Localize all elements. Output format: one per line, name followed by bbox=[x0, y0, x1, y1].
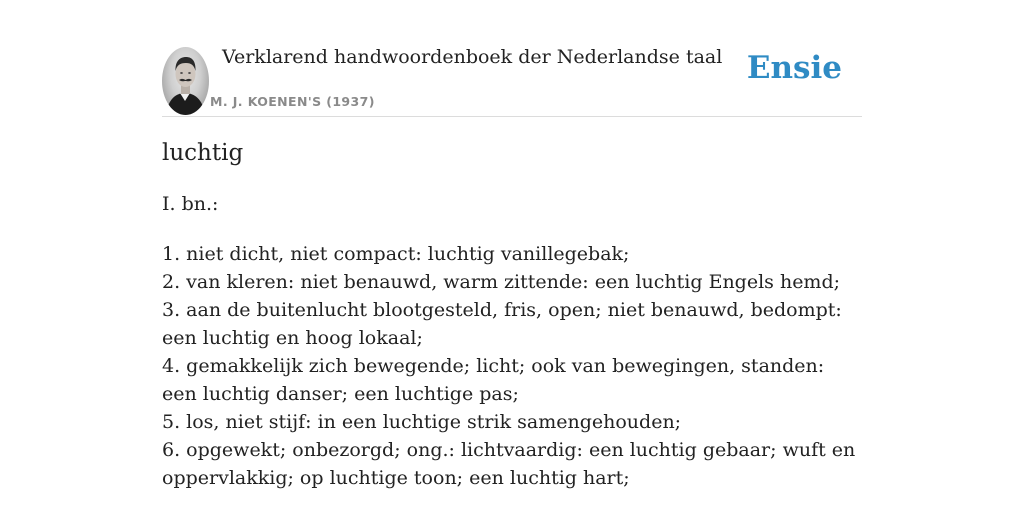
ensie-logo-link[interactable]: Ensie bbox=[746, 50, 842, 86]
entry-headword: luchtig bbox=[162, 140, 244, 166]
sense-item: 6. opgewekt; onbezorgd; ong.: lichtvaardig: een luchtig gebaar; wuft en oppervlakkig; op luchtige toon; een luchtig hart; bbox=[162, 439, 856, 489]
sense-item: 3. aan de buitenlucht blootgesteld, fris, open; niet benauwd, bedompt: een luchtig en hoog lokaal; bbox=[162, 299, 842, 349]
author-portrait-icon bbox=[162, 47, 209, 115]
part-of-speech: I. bn.: bbox=[162, 193, 219, 215]
sense-item: 4. gemakkelijk zich bewegende; licht; ook van bewegingen, standen: een luchtig danser; een luchtige pas; bbox=[162, 355, 825, 405]
sense-item: 2. van kleren: niet benauwd, warm zittende: een luchtig Engels hemd; bbox=[162, 271, 841, 293]
book-author: M. J. KOENEN'S (1937) bbox=[210, 94, 375, 109]
book-title: Verklarend handwoordenboek der Nederlandse taal bbox=[222, 46, 723, 68]
sense-item: 1. niet dicht, niet compact: luchtig vanillegebak; bbox=[162, 243, 630, 265]
dictionary-page bbox=[162, 0, 862, 489]
page-header bbox=[162, 0, 862, 117]
sense-item: 5. los, niet stijf: in een luchtige strik samengehouden; bbox=[162, 411, 682, 433]
portrait-drawing bbox=[162, 47, 209, 115]
sense-list bbox=[162, 240, 862, 492]
